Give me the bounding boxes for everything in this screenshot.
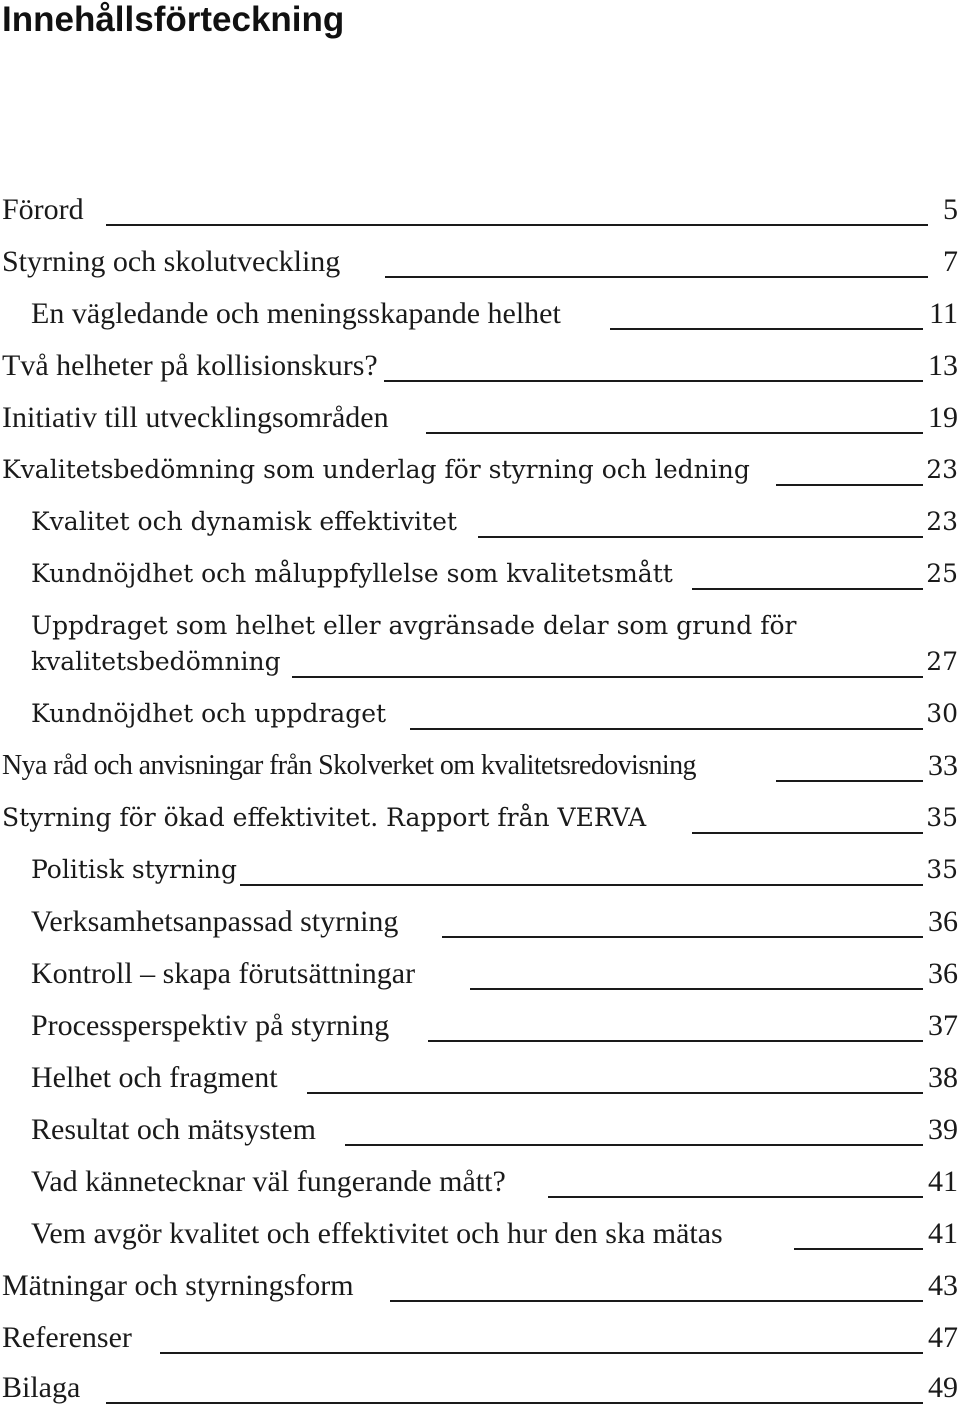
toc-leader-line — [106, 224, 928, 226]
toc-entry-page: 13 — [928, 349, 958, 382]
toc-leader-line — [426, 432, 923, 434]
toc-entry-initiativ[interactable] — [0, 398, 958, 438]
toc-leader-line — [385, 276, 928, 278]
toc-entry-verksamhetsanpassad[interactable] — [0, 902, 958, 942]
toc-entry-page: 27 — [926, 647, 958, 676]
toc-entry-page: 37 — [928, 1009, 958, 1042]
toc-entry-uppdraget-helhet[interactable] — [0, 642, 958, 682]
toc-entry-nya-rad[interactable] — [0, 746, 958, 786]
toc-entry-politisk-styrning[interactable] — [0, 850, 958, 890]
toc-entry-tva-helheter[interactable] — [0, 346, 958, 386]
toc-entry-vem-avgor[interactable] — [0, 1214, 958, 1254]
toc-leader-line — [692, 832, 923, 834]
toc-entry-title: Styrning för ökad effektivitet. Rapport från VERVA — [2, 803, 647, 832]
toc-entry-page: 47 — [928, 1321, 958, 1354]
toc-leader-line — [548, 1196, 923, 1198]
toc-leader-line — [470, 988, 923, 990]
toc-leader-line — [794, 1248, 923, 1250]
toc-entry-page: 41 — [928, 1165, 958, 1198]
toc-entry-page: 41 — [928, 1217, 958, 1250]
toc-entry-page: 30 — [926, 699, 958, 728]
toc-entry-kundnojdhet-uppdraget[interactable] — [0, 694, 958, 734]
toc-leader-line — [160, 1352, 923, 1354]
toc-entry-page: 38 — [928, 1061, 958, 1094]
toc-entry-title: Resultat och mätsystem — [31, 1113, 316, 1146]
toc-entry-page: 35 — [926, 855, 958, 884]
toc-entry-matningar[interactable] — [0, 1266, 958, 1306]
toc-entry-kvalitet-dynamisk[interactable] — [0, 502, 958, 542]
page-title: Innehållsförteckning — [2, 0, 345, 39]
toc-entry-title: En vägledande och meningsskapande helhet — [31, 297, 561, 330]
toc-entry-page: 23 — [926, 507, 958, 536]
toc-leader-line — [345, 1144, 923, 1146]
toc-entry-title: Kontroll – skapa förutsättningar — [31, 957, 416, 990]
toc-leader-line — [776, 780, 923, 782]
toc-leader-line — [776, 484, 923, 486]
toc-entry-page: 23 — [926, 455, 958, 484]
toc-leader-line — [106, 1402, 923, 1404]
toc-entry-title: Två helheter på kollisionskurs? — [2, 349, 378, 382]
toc-entry-styrning-effektivitet[interactable] — [0, 798, 958, 838]
toc-entry-page: 36 — [928, 905, 958, 938]
toc-entry-kontroll[interactable] — [0, 954, 958, 994]
toc-entry-title: Vem avgör kvalitet och effektivitet och hur den ska mätas — [31, 1217, 723, 1250]
toc-entry-kundnojdhet-maluppfyllelse[interactable] — [0, 554, 958, 594]
toc-entry-title: Mätningar och styrningsform — [2, 1269, 354, 1302]
toc-entry-title: Styrning och skolutveckling — [2, 245, 341, 278]
toc-entry-title: Kundnöjdhet och måluppfyllelse som kvalitetsmått — [31, 559, 673, 588]
toc-entry-title: Verksamhetsanpassad styrning — [31, 905, 399, 938]
toc-leader-line — [390, 1300, 923, 1302]
toc-entry-title: Kvalitet och dynamisk effektivitet — [31, 507, 457, 536]
toc-entry-page: 25 — [926, 559, 958, 588]
toc-leader-line — [428, 1040, 923, 1042]
toc-leader-line — [240, 884, 923, 886]
toc-entry-title: Förord — [2, 193, 84, 226]
toc-entry-styrning-och-skolutveckling[interactable] — [0, 242, 958, 282]
toc-entry-title: Kvalitetsbedömning som underlag för styrning och ledning — [2, 455, 750, 484]
toc-entry-resultat-matsystem[interactable] — [0, 1110, 958, 1150]
toc-leader-line — [307, 1092, 923, 1094]
toc-entry-wrapped-first-line: Uppdraget som helhet eller avgränsade delar som grund för — [31, 611, 797, 640]
toc-entry-bilaga[interactable] — [0, 1368, 958, 1408]
toc-entry-title: Bilaga — [2, 1371, 81, 1404]
toc-entry-title: Vad kännetecknar väl fungerande mått? — [31, 1165, 506, 1198]
toc-entry-helhet-fragment[interactable] — [0, 1058, 958, 1098]
toc-entry-forord[interactable] — [0, 190, 958, 230]
toc-entry-page: 7 — [943, 245, 958, 278]
toc-entry-processperspektiv[interactable] — [0, 1006, 958, 1046]
toc-entry-vagledande-helhet[interactable] — [0, 294, 958, 334]
toc-entry-title: Referenser — [2, 1321, 132, 1354]
toc-entry-page: 39 — [928, 1113, 958, 1146]
toc-entry-page: 35 — [926, 803, 958, 832]
toc-entry-referenser[interactable] — [0, 1318, 958, 1358]
toc-leader-line — [384, 380, 923, 382]
toc-entry-page: 49 — [928, 1371, 958, 1404]
toc-leader-line — [410, 728, 923, 730]
toc-entry-page: 5 — [943, 193, 958, 226]
toc-entry-title: Helhet och fragment — [31, 1061, 278, 1094]
toc-entry-title: Initiativ till utvecklingsområden — [2, 401, 389, 434]
toc-entry-kvalitetsbedomning[interactable] — [0, 450, 958, 490]
toc-leader-line — [692, 588, 923, 590]
toc-entry-page: 11 — [929, 297, 958, 330]
toc-entry-title: kvalitetsbedömning — [31, 647, 281, 676]
toc-entry-title: Nya råd och anvisningar från Skolverket om kvalitetsredovisning — [2, 750, 696, 781]
toc-entry-page: 19 — [928, 401, 958, 434]
toc-leader-line — [442, 936, 923, 938]
toc-leader-line — [292, 676, 923, 678]
toc-entry-page: 36 — [928, 957, 958, 990]
toc-entry-page: 43 — [928, 1269, 958, 1302]
toc-leader-line — [610, 328, 923, 330]
toc-entry-title: Kundnöjdhet och uppdraget — [31, 699, 387, 728]
toc-entry-title: Politisk styrning — [31, 855, 237, 884]
toc-entry-page: 33 — [928, 749, 958, 782]
toc-entry-title: Processperspektiv på styrning — [31, 1009, 390, 1042]
toc-entry-vad-kannetecknar[interactable] — [0, 1162, 958, 1202]
toc-leader-line — [478, 536, 923, 538]
